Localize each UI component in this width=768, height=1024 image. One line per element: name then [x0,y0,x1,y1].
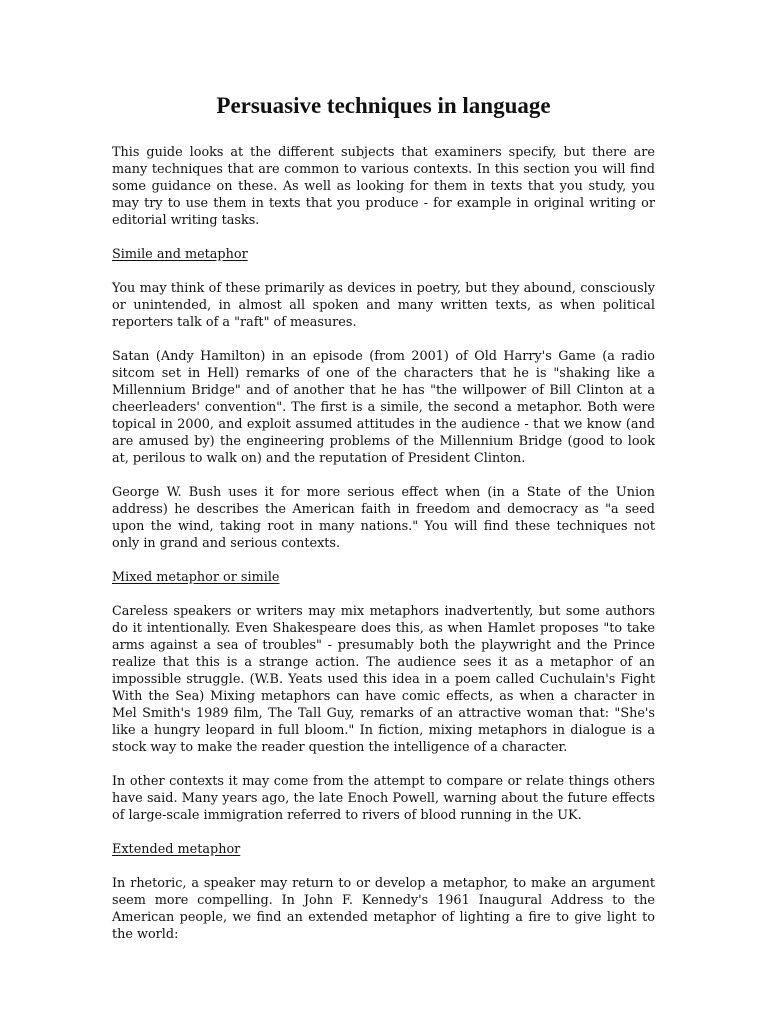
section-heading: Mixed metaphor or simile [112,570,280,585]
section-mixed-metaphor [112,569,655,824]
body-paragraph: Careless speakers or writers may mix metaphors inadvertently, but some authors do it intentionally. Even Shakespeare does this, as when Hamlet proposes "to take arms against a sea of troubles" - presumably both the playwright and the Prince realize that this is a strange action. The audience sees it as a metaphor of an impossible struggle. (W.B. Yeats used this idea in a poem called Cuchulain's Fight With the Sea) Mixing metaphors can have comic effects, as when a character in Mel Smith's 1989 film, The Tall Guy, remarks of an attractive woman that: "She's like a hungry leopard in full bloom." In fiction, mixing metaphors in dialogue is a stock way to make the reader question the intelligence of a character. [112,604,655,755]
body-paragraph: You may think of these primarily as devices in poetry, but they abound, consciously or unintended, in almost all spoken and many written texts, as when political reporters talk of a "raft" of measures. [112,281,655,330]
section-extended-metaphor [112,841,655,943]
body-paragraph: Satan (Andy Hamilton) in an episode (from 2001) of Old Harry's Game (a radio sitcom set in Hell) remarks of one of the characters that he is "shaking like a Millennium Bridge" and of another that he has "the willpower of Bill Clinton at a cheerleaders' convention". The first is a simile, the second a metaphor. Both were topical in 2000, and exploit assumed attitudes in the audience - that we know (and are amused by) the engineering problems of the Millennium Bridge (good to look at, perilous to walk on) and the reputation of President Clinton. [112,349,655,466]
section-simile-metaphor [112,246,655,552]
body-paragraph: In other contexts it may come from the attempt to compare or relate things others have said. Many years ago, the late Enoch Powell, warning about the future effects of large-scale immigration referred to rivers of blood running in the UK. [112,774,655,823]
body-paragraph: In rhetoric, a speaker may return to or develop a metaphor, to make an argument seem more compelling. In John F. Kennedy's 1961 Inaugural Address to the American people, we find an extended metaphor of lighting a fire to give light to the world: [112,876,655,942]
document-title: Persuasive techniques in language [216,93,551,118]
document-page [112,92,655,960]
section-heading: Simile and metaphor [112,247,248,262]
section-heading: Extended metaphor [112,842,241,857]
intro-paragraph: This guide looks at the different subjects that examiners specify, but there are many techniques that are common to various contexts. In this section you will find some guidance on these. As well as looking for them in texts that you study, you may try to use them in texts that you produce - for example in original writing or editorial writing tasks. [112,145,655,228]
body-paragraph: George W. Bush uses it for more serious effect when (in a State of the Union address) he describes the American faith in freedom and democracy as "a seed upon the wind, taking root in many nations." You will find these techniques not only in grand and serious contexts. [112,485,655,551]
